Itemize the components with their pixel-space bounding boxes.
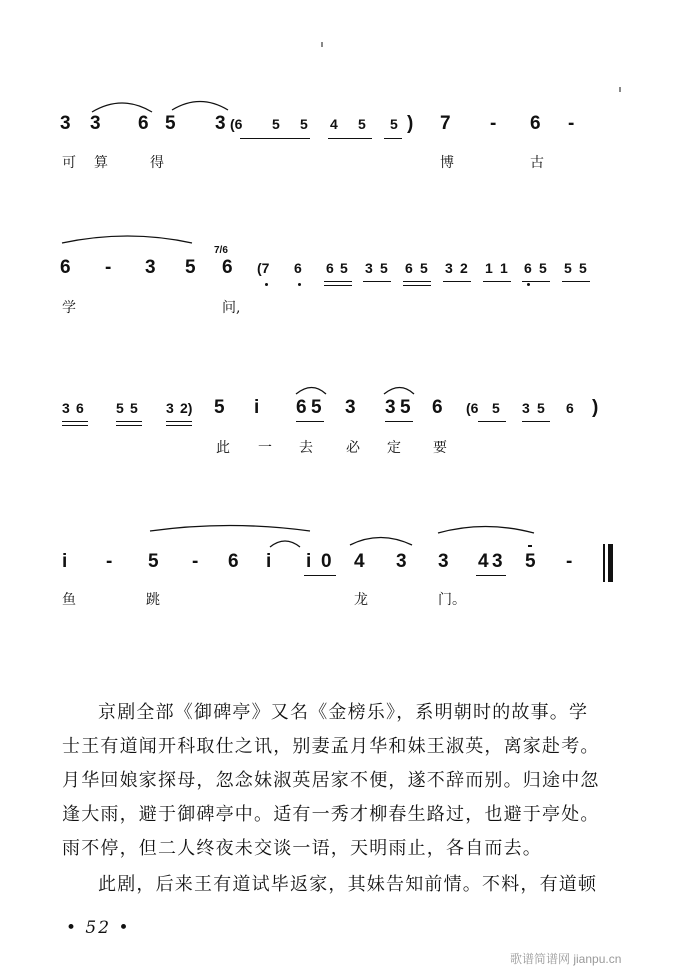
- lyric: 此: [216, 440, 230, 456]
- note: 1: [485, 260, 493, 276]
- note: 5: [564, 260, 572, 276]
- note: 5: [130, 400, 138, 416]
- paragraph-line: 逢大雨，避于御碑亭中。适有一秀才柳春生路过，也避于亭处。: [62, 804, 600, 825]
- note: 5: [340, 260, 348, 276]
- lyric: 可: [62, 155, 76, 171]
- note: 5: [311, 397, 322, 418]
- note: 3: [396, 551, 407, 572]
- lyric: 跳: [146, 592, 160, 608]
- note: 3: [492, 551, 503, 572]
- note: 5: [579, 260, 587, 276]
- note: -: [192, 551, 199, 572]
- lyric: 博: [440, 155, 454, 171]
- note: 5: [380, 260, 388, 276]
- note: ): [592, 397, 599, 418]
- note: (6: [466, 400, 479, 416]
- lyric: 学: [62, 300, 76, 316]
- note: 7: [440, 113, 451, 134]
- note: 6: [296, 397, 307, 418]
- note: 5: [537, 400, 545, 416]
- lyric: 门。: [438, 592, 466, 608]
- note: 4: [354, 551, 365, 572]
- paragraph-line: 此剧，后来王有道试毕返家，其妹告知前情。不料，有道顿: [98, 874, 598, 895]
- note: 3: [166, 400, 174, 416]
- note: i: [306, 551, 312, 572]
- paragraph-line: 京剧全部《御碑亭》又名《金榜乐》，系明朝时的故事。学: [98, 702, 589, 723]
- lyric: 得: [150, 155, 164, 171]
- note: 5: [539, 260, 547, 276]
- lyric: 要: [433, 440, 447, 456]
- note: -: [105, 257, 112, 278]
- paragraph-line: 月华回娘家探母，忽念妹淑英居家不便，遂不辞而别。归途中忽: [62, 770, 600, 791]
- note: 6: [405, 260, 413, 276]
- note: 6: [326, 260, 334, 276]
- note: 5: [492, 400, 500, 416]
- lyric: 必: [346, 440, 360, 456]
- note: 3: [90, 113, 101, 134]
- lyric: 去: [299, 440, 313, 456]
- paragraph-line: 士王有道闻开科取仕之讯，别妻孟月华和妹王淑英，离家赴考。: [62, 736, 600, 757]
- note: i: [254, 397, 260, 418]
- lyric: 定: [387, 440, 401, 456]
- watermark: 歌谱简谱网 jianpu.cn: [510, 952, 622, 966]
- lyric: 问,: [222, 300, 241, 316]
- note: 3: [365, 260, 373, 276]
- note: 0: [321, 551, 332, 572]
- lyric: 古: [530, 155, 544, 171]
- note: (7: [257, 260, 270, 276]
- note: 3: [445, 260, 453, 276]
- note: 6: [566, 400, 574, 416]
- note: 6: [138, 113, 149, 134]
- note: 6: [222, 257, 233, 278]
- note: 3: [345, 397, 356, 418]
- note: -: [566, 551, 573, 572]
- page-number: • 52 •: [66, 918, 131, 938]
- note: 6: [76, 400, 84, 416]
- note: 6: [294, 260, 302, 276]
- lyric: 一: [258, 440, 272, 456]
- note: 5: [116, 400, 124, 416]
- note: 2: [460, 260, 468, 276]
- note: 5: [148, 551, 159, 572]
- note: 3: [385, 397, 396, 418]
- note: -: [106, 551, 113, 572]
- note: 3: [215, 113, 226, 134]
- note: 3: [522, 400, 530, 416]
- paragraph-line: 雨不停，但二人终夜未交谈一语，天明雨止，各自而去。: [62, 838, 542, 859]
- note: 3: [438, 551, 449, 572]
- note: 5: [400, 397, 411, 418]
- lyric: 鱼: [62, 592, 76, 608]
- note: 4: [478, 551, 489, 572]
- note: -: [490, 113, 497, 134]
- note: 5: [185, 257, 196, 278]
- note: 6: [524, 260, 532, 276]
- note: 2): [180, 400, 193, 416]
- note: ): [407, 113, 414, 134]
- grace-note: 7/6: [214, 245, 228, 256]
- note: 3: [145, 257, 156, 278]
- note: -: [568, 113, 575, 134]
- note: 4: [330, 116, 338, 132]
- note: 6: [60, 257, 71, 278]
- note: 5: [300, 116, 308, 132]
- note: 5: [214, 397, 225, 418]
- note: 3: [60, 113, 71, 134]
- note: 6: [530, 113, 541, 134]
- note: i: [62, 551, 68, 572]
- lyric: 龙: [354, 592, 368, 608]
- note: 5: [420, 260, 428, 276]
- note: (6: [230, 116, 243, 132]
- note: 6: [228, 551, 239, 572]
- note: 5: [165, 113, 176, 134]
- note: 5: [525, 551, 536, 572]
- note: 5: [272, 116, 280, 132]
- note: 6: [432, 397, 443, 418]
- note: 5: [358, 116, 366, 132]
- note: 3: [62, 400, 70, 416]
- note: 5: [390, 116, 398, 132]
- note: 1: [500, 260, 508, 276]
- lyric: 算: [94, 155, 108, 171]
- note: i: [266, 551, 272, 572]
